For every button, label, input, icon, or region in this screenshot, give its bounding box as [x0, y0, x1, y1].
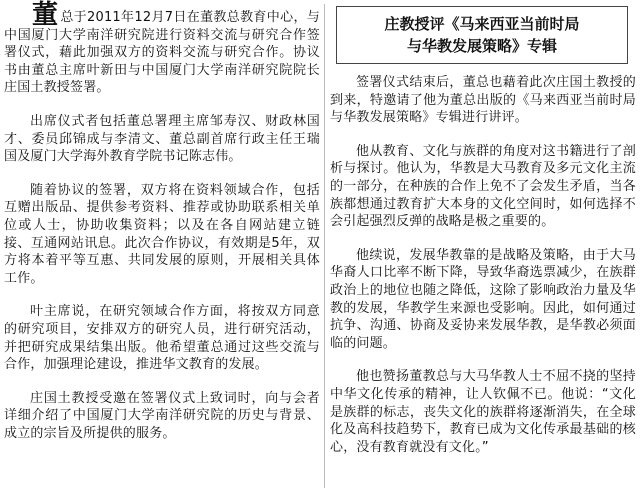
headline-box: [336, 6, 628, 64]
headline-line-2: 与华教发展策略》专辑: [406, 37, 557, 55]
article-lead-paragraph: 董总于2011年12月7日在董教总教育中心，与中国厦门大学南洋研究院进行资料交流与研究合作签署仪式，藉此加强双方的资料交流与研究合作。协议书由董总主席叶新田与中国厦门大学南洋研究院院长庄国土教授签署。: [4, 0, 320, 96]
right-column: [330, 0, 636, 456]
article-paragraph: 他也赞扬董教总与大马华教人士不屈不挠的坚持中华文化传承的精神，让人钦佩不已。他说：“文化是族群的标志，丧失文化的族群将逐渐消失，在全球化及高科技趋势下，教育已成为文化传承最基础的核心，没有教育就没有文化。”: [330, 369, 636, 455]
article-paragraph: 庄国土教授受邀在签署仪式上致词时，向与会者详细介绍了中国厦门大学南洋研究院的历史与背景、成立的宗旨及所提供的服务。: [4, 390, 320, 441]
article-paragraph: 出席仪式者包括董总署理主席邹寿汉、财政林国才、委员邱锦成与李清文、董总副首席行政主任王瑞国及厦门大学海外教育学院书记陈志伟。: [4, 113, 320, 165]
column-divider: [324, 4, 325, 488]
headline-line-1: 庄教授评《马来西亚当前时局: [384, 15, 580, 33]
article-paragraph: 随着协议的签署，双方将在资料领域合作，包括互赠出版品、提供参考资料、推荐或协助联系相关单位或人士，协助收集资料；以及在各自网站建立链接、互通网站讯息。此次合作协议，有效期是5年，双方将本着平等互惠、共同发展的原则，开展相关具体工作。: [4, 182, 320, 286]
article-paragraph: 他从教育、文化与族群的角度对这书籍进行了剖析与探讨。他认为，华教是大马教育及多元文化主流的一部分，在种族的合作上免不了会发生矛盾，当各族都想通过教育扩大本身的文化空间时，如何选择不会引起强烈反弹的战略是极之重要的。: [330, 143, 636, 230]
article-paragraph: 签署仪式结束后，董总也藉着此次庄国土教授的到来，特邀请了他为董总出版的《马来西亚当前时局与华教发展策略》专辑进行讲评。: [330, 75, 636, 126]
article-paragraph: 叶主席说，在研究领域合作方面，将按双方同意的研究项目，安排双方的研究人员，进行研究活动，并把研究成果结集出版。他希望董总通过这些交流与合作，加强理论建设，推进华文教育的发展。: [4, 304, 320, 373]
left-column: [4, 0, 320, 442]
article-paragraph: 他续说，发展华教靠的是战略及策略，由于大马华裔人口比率不断下降，导致华裔选票减少，在族群政治上的地位也随之降低，这除了影响政治力量及华教的发展，华教学生来源也受影响。因此，如何通过抗争、沟通、协商及妥协来发展华教，是华教必须面临的问题。: [330, 247, 636, 351]
dropcap: 董: [32, 0, 59, 30]
